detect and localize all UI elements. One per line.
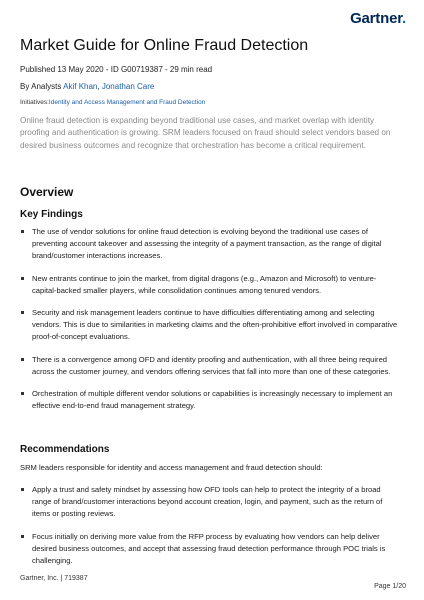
- list-item: [20, 273, 398, 297]
- initiatives-prefix: Initiatives:: [20, 99, 49, 106]
- overview-heading: Overview: [20, 185, 74, 199]
- initiatives-line: [20, 99, 205, 106]
- analysts-prefix: By Analysts: [20, 82, 64, 91]
- analyst-separator: ,: [97, 82, 102, 91]
- list-item-text: Focus initially on deriving more value from the RFP process by evaluating how vendors can help deliver desired business outcomes, and accept that assessing fraud detection performance through POC trials is challenging.: [32, 531, 386, 566]
- analyst-link-akif-khan[interactable]: Akif Khan: [63, 82, 98, 91]
- analysts-line: [20, 82, 154, 91]
- logo-text: Gartner: [350, 10, 403, 27]
- list-item-text: Orchestration of multiple different vendor solutions or capabilities is increasingly necessary to implement an effective end-to-end fraud management strategy.: [32, 389, 393, 411]
- list-item-text: New entrants continue to join the market, from digital dragons (e.g., Amazon and Microsoft) to venture-capital-backed smaller players, while consolidation continues among tenured vendors.: [32, 273, 377, 295]
- bullet-icon: [21, 277, 24, 280]
- list-item-text: Apply a trust and safety mindset by assessing how OFD tools can help to protect the integrity of a broad range of brand/customer interactions beyond account creation, login, and payment, such as the return of items or posting reviews.: [32, 485, 383, 519]
- bullet-icon: [21, 535, 24, 538]
- list-item: [20, 531, 398, 568]
- page-title: Market Guide for Online Fraud Detection: [20, 37, 309, 54]
- gartner-logo[interactable]: [350, 10, 406, 27]
- recommendations-list: [20, 484, 398, 577]
- list-item-text: There is a convergence among OFD and identity proofing and authentication, with all three being required across the customer journey, and vendors offering services that fall into more than one of these categories.: [32, 354, 391, 376]
- key-findings-heading: Key Findings: [20, 209, 83, 220]
- list-item: [20, 354, 398, 378]
- logo-dot: .: [402, 10, 406, 27]
- footer-doc-id: Gartner, Inc. | 719387: [20, 575, 88, 582]
- publication-info: Published 13 May 2020 - ID G00719387 - 29 min read: [20, 65, 213, 74]
- bullet-icon: [21, 311, 24, 314]
- recommendations-intro: SRM leaders responsible for identity and access management and fraud detection should:: [20, 463, 323, 472]
- bullet-icon: [21, 488, 24, 491]
- footer-page-number: Page 1/20: [374, 583, 406, 590]
- summary-paragraph: Online fraud detection is expanding beyond traditional use cases, and market overlap with identity proofing and authentication is growing. SRM leaders focused on fraud should select vendors based on desired business outcomes and recognize that orchestration has become a critical requirement.: [20, 116, 391, 150]
- initiatives-link[interactable]: Identity and Access Management and Fraud Detection: [48, 99, 206, 106]
- bullet-icon: [21, 358, 24, 361]
- list-item: [20, 388, 398, 412]
- analyst-link-jonathan-care[interactable]: Jonathan Care: [101, 82, 155, 91]
- list-item-text: Security and risk management leaders continue to have difficulties differentiating among and selecting vendors. This is due to similarities in marketing claims and the often-prohibitive effort involved in comparative proof-of-concept evaluations.: [32, 308, 398, 342]
- list-item: [20, 307, 398, 344]
- list-item-text: The use of vendor solutions for online fraud detection is evolving beyond the traditional use cases of preventing account takeover and assessing the integrity of a payment transaction, as the range of digital brand/customer interactions increases.: [32, 227, 382, 261]
- recommendations-heading: Recommendations: [20, 444, 110, 455]
- list-item: [20, 484, 398, 521]
- bullet-icon: [21, 230, 24, 233]
- list-item: [20, 226, 398, 263]
- bullet-icon: [21, 392, 24, 395]
- key-findings-list: [20, 226, 398, 422]
